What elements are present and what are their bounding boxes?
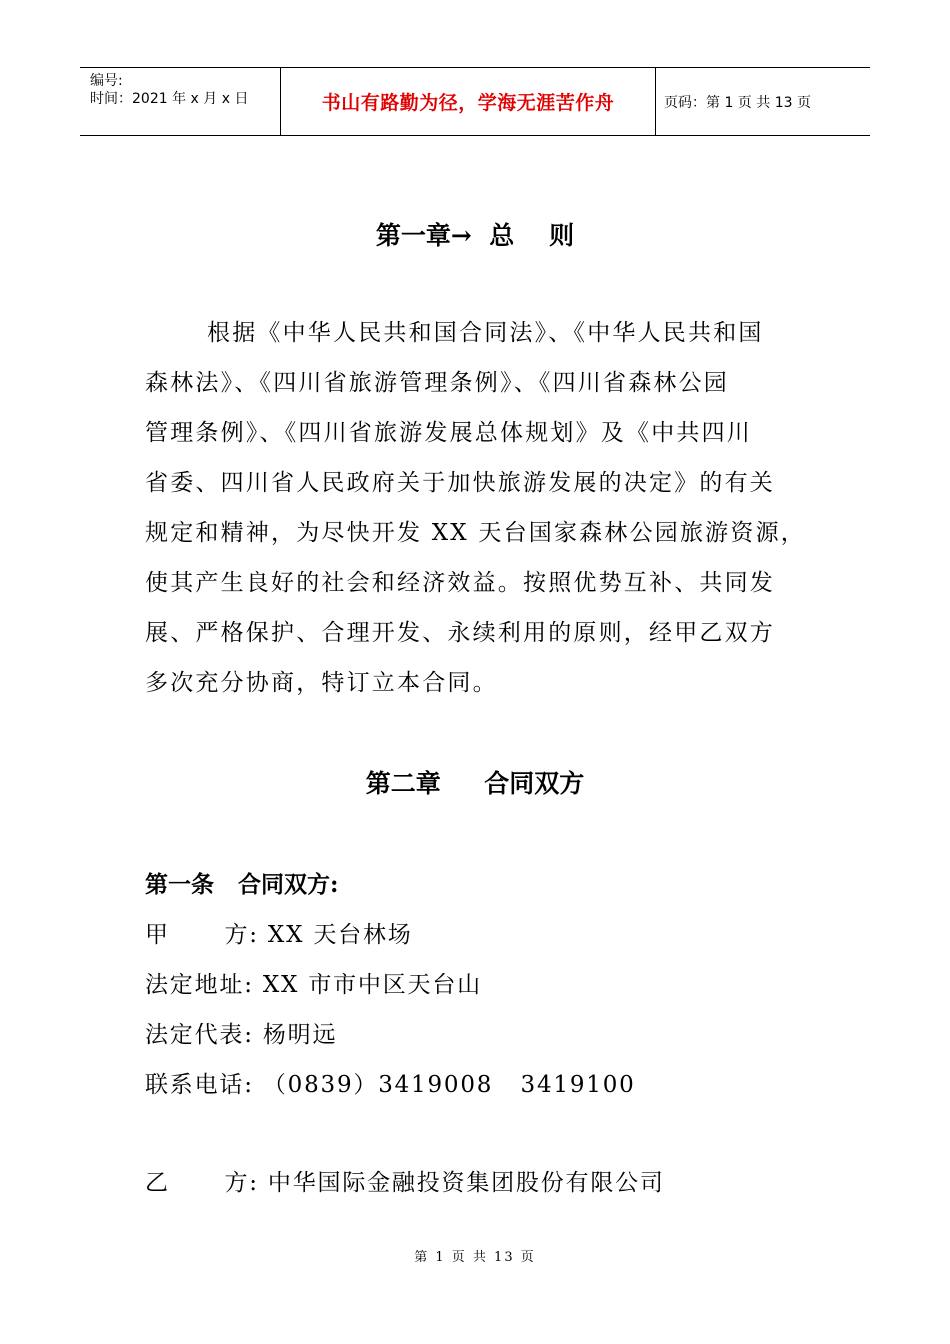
- page-footer: 第 1 页 共 13 页: [414, 1250, 536, 1265]
- header-motto: 书山有路勤为径，学海无涯苦作舟: [281, 68, 656, 135]
- paragraph-line: 使其产生良好的社会和经济效益。按照优势互补、共同发: [145, 570, 775, 596]
- document-header: [80, 67, 870, 136]
- header-time-label: 时间：2021 年 x 月 x 日: [90, 91, 249, 107]
- header-number-label: 编号:: [90, 73, 123, 89]
- party-b-name: 乙 方: 中华国际金融投资集团股份有限公司: [145, 1170, 665, 1196]
- paragraph-general-provisions: [145, 308, 810, 708]
- paragraph-line: 管理条例》、《四川省旅游发展总体规划》及《中共四川: [145, 420, 752, 446]
- paragraph-line: 森林法》、《四川省旅游管理条例》、《四川省森林公园: [145, 370, 729, 396]
- paragraph-line: 省委、四川省人民政府关于加快旅游发展的决定》的有关: [145, 470, 775, 496]
- party-a-address: 法定地址: XX 市市中区天台山: [145, 972, 482, 998]
- header-meta-cell: [80, 68, 281, 135]
- party-a-phone: 联系电话: （0839）3419008 3419100: [145, 1072, 636, 1098]
- article-1-title: 第一条 合同双方:: [145, 871, 339, 898]
- paragraph-line: 展、严格保护、合理开发、永续利用的原则，经甲乙双方: [145, 620, 775, 646]
- party-a-name: 甲 方: XX 天台林场: [145, 922, 413, 948]
- paragraph-line: 规定和精神，为尽快开发 XX 天台国家森林公园旅游资源，: [145, 520, 806, 546]
- paragraph-line: 根据《中华人民共和国合同法》、《中华人民共和国: [207, 320, 764, 346]
- paragraph-line: 多次充分协商，特订立本合同。: [145, 670, 498, 696]
- party-a-representative: 法定代表: 杨明远: [145, 1022, 338, 1048]
- chapter-2-title: 第二章 合同双方: [365, 769, 585, 798]
- header-page-info: 页码：第 1 页 共 13 页: [664, 94, 811, 111]
- chapter-1-title: 第一章→ 总 则: [375, 221, 575, 250]
